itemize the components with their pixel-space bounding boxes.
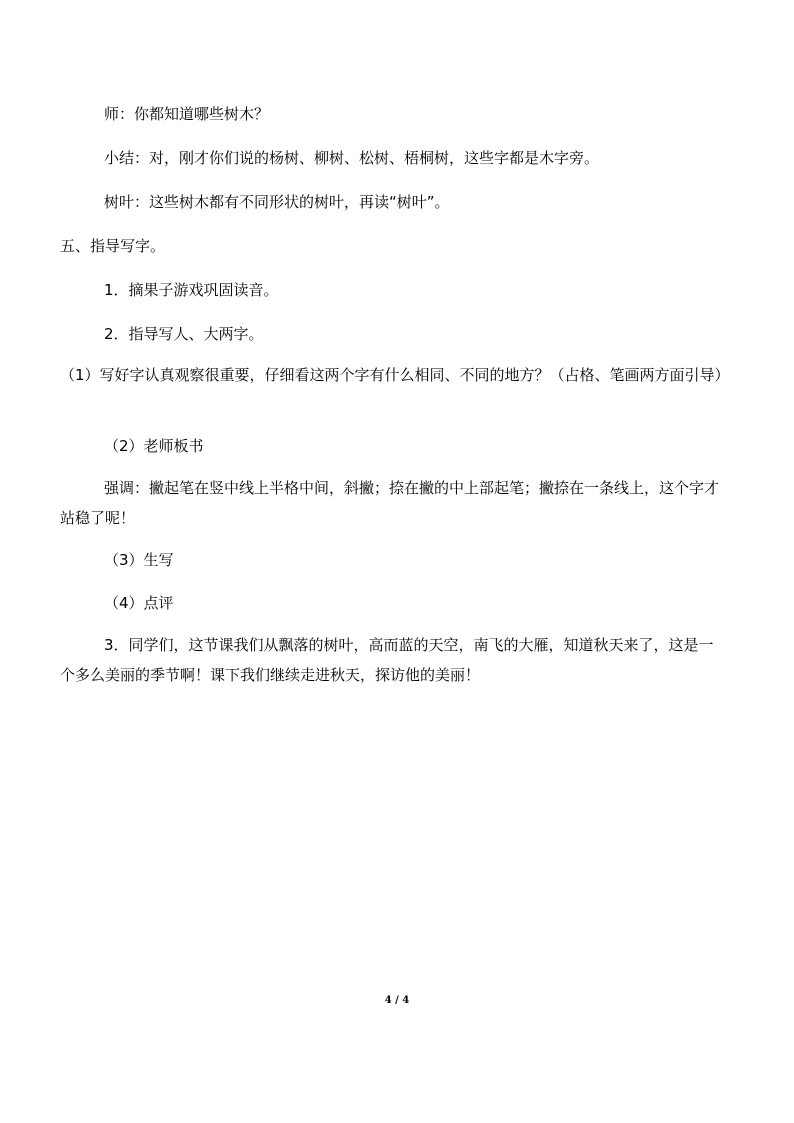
paragraph-item-3: 3．同学们，这节课我们从飘落的树叶，高而蓝的天空，南飞的大雁，知道秋天来了，这是一个多么美丽的季节啊！课下我们继续走进秋天，探访他的美丽！ — [60, 636, 714, 684]
paragraph-subitem-4: （4）点评 — [104, 594, 174, 612]
paragraph-subitem-3: （3）生写 — [104, 551, 174, 569]
page-number: 4 / 4 — [384, 995, 410, 1006]
paragraph-item-2: 2．指导写人、大两字。 — [104, 325, 264, 343]
paragraph-teacher-question: 师：你都知道哪些树木？ — [104, 105, 270, 123]
paragraph-item-1: 1．摘果子游戏巩固读音。 — [104, 281, 279, 299]
paragraph-tree-leaves: 树叶：这些树木都有不同形状的树叶，再读“树叶”。 — [104, 193, 450, 211]
section-heading-writing: 五、指导写字。 — [60, 237, 166, 255]
paragraph-emphasis: 强调：撇起笔在竖中线上半格中间，斜撇；捺在撇的中上部起笔；撇捺在一条线上，这个字才站稳了呢！ — [60, 479, 720, 527]
paragraph-subitem-1: （1）写好字认真观察很重要，仔细看这两个字有什么相同、不同的地方？（占格、笔画两方面引导） — [60, 366, 730, 384]
paragraph-summary: 小结：对，刚才你们说的杨树、柳树、松树、梧桐树，这些字都是木字旁。 — [104, 149, 600, 167]
paragraph-subitem-2: （2）老师板书 — [104, 437, 204, 455]
